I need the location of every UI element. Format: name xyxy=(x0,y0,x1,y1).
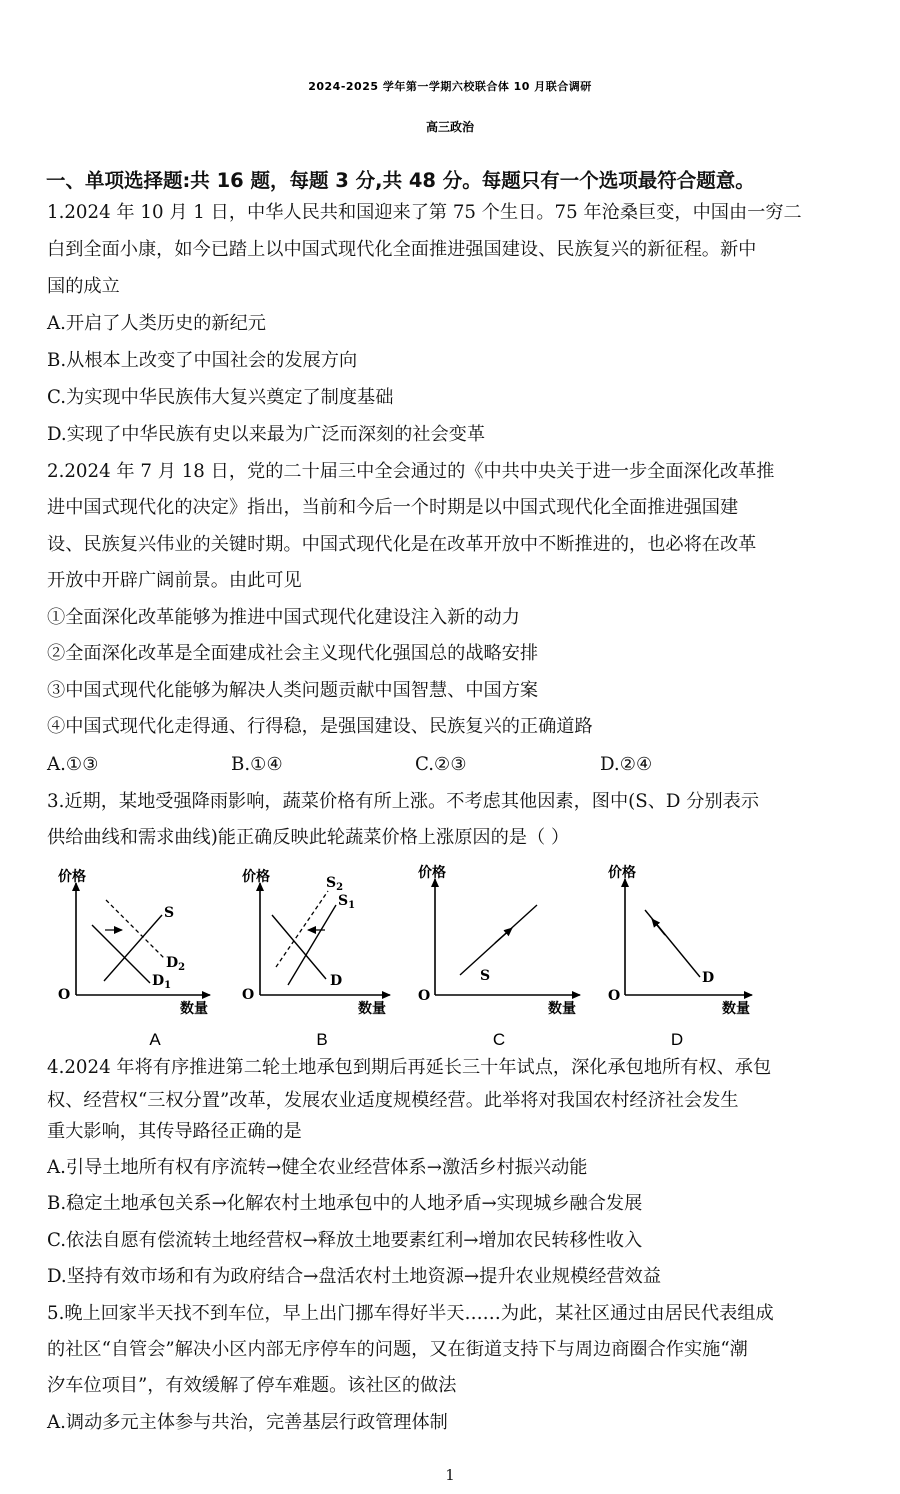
graph-d-xlabel: 数量 xyxy=(722,1001,750,1017)
graph-d-ylabel: 价格 xyxy=(608,865,636,881)
q2-option-b: B.①④ xyxy=(231,754,283,775)
graph-b-d-label: D xyxy=(330,973,343,989)
page-number: 1 xyxy=(445,1466,455,1484)
q2-statement-2: ②全面深化改革是全面建成社会主义现代化强国总的战略安排 xyxy=(47,643,539,664)
graph-c-origin: O xyxy=(418,988,431,1004)
graph-b-caption: B xyxy=(316,1030,328,1049)
graph-d-d-label: D xyxy=(702,970,715,986)
graph-a-ylabel: 价格 xyxy=(58,869,86,885)
supply-demand-graphs xyxy=(40,855,860,1055)
graph-d xyxy=(608,864,752,1017)
q4-option-d: D.坚持有效市场和有为政府结合→盘活农村土地资源→提升农业规模经营效益 xyxy=(47,1266,662,1287)
graph-c xyxy=(418,864,580,1017)
graph-a-origin: O xyxy=(58,987,71,1003)
q1-stem-line: 1.2024 年 10 月 1 日，中华人民共和国迎来了第 75 个生日。75 年沧桑巨变，中国由一穷二 xyxy=(47,202,802,223)
q2-statement-1: ①全面深化改革能够为推进中国式现代化建设注入新的动力 xyxy=(47,607,520,628)
graph-b-ylabel: 价格 xyxy=(242,869,270,885)
q2-statement-4: ④中国式现代化走得通、行得稳，是强国建设、民族复兴的正确道路 xyxy=(47,716,593,737)
graph-d-origin: O xyxy=(608,988,621,1004)
graph-a-xlabel: 数量 xyxy=(180,1001,208,1017)
section-heading: 一、单项选择题:共 16 题，每题 3 分,共 48 分。每题只有一个选项最符合题意。 xyxy=(46,169,755,192)
q2-option-d: D.②④ xyxy=(600,754,653,775)
q1-stem-line: 白到全面小康，如今已踏上以中国式现代化全面推进强国建设、民族复兴的新征程。新中 xyxy=(47,239,757,260)
q5-option-a: A.调动多元主体参与共治，完善基层行政管理体制 xyxy=(47,1412,448,1433)
graph-b-s1-label: $S_1$ xyxy=(338,893,356,911)
q4-stem-line: 4.2024 年将有序推进第二轮土地承包到期后再延长三十年试点，深化承包地所有权、承包 xyxy=(47,1057,772,1078)
graph-c-ylabel: 价格 xyxy=(418,865,446,881)
graph-c-xlabel: 数量 xyxy=(548,1001,576,1017)
graph-b-s2-label: $S_2$ xyxy=(326,875,344,893)
exam-subject: 高三政治 xyxy=(425,120,474,134)
graph-c-caption: C xyxy=(492,1030,506,1049)
graph-b-xlabel: 数量 xyxy=(358,1001,386,1017)
q2-option-c: C.②③ xyxy=(415,754,467,775)
graph-a-caption: A xyxy=(149,1030,161,1049)
q5-stem-line: 5.晚上回家半天找不到车位，早上出门挪车得好半天……为此，某社区通过由居民代表组成 xyxy=(47,1303,774,1324)
q1-option-d: D.实现了中华民族有史以来最为广泛而深刻的社会变革 xyxy=(47,424,486,445)
q5-stem-line: 的社区“自管会”解决小区内部无序停车的问题，又在街道支持下与周边商圈合作实施“潮 xyxy=(47,1339,748,1360)
q2-statement-3: ③中国式现代化能够为解决人类问题贡献中国智慧、中国方案 xyxy=(47,680,539,701)
graph-c-s-label: S xyxy=(480,968,491,984)
graph-b-origin: O xyxy=(242,987,255,1003)
graph-a-d2-label: $D_2$ xyxy=(166,955,186,973)
q1-option-c: C.为实现中华民族伟大复兴奠定了制度基础 xyxy=(47,387,394,408)
exam-title: 2024-2025 学年第一学期六校联合体 10 月联合调研 xyxy=(308,80,592,93)
graph-d-caption: D xyxy=(670,1030,684,1049)
graph-a xyxy=(58,868,210,1017)
q1-option-b: B.从根本上改变了中国社会的发展方向 xyxy=(47,350,358,371)
graph-a-d1-label: $D_1$ xyxy=(152,973,172,991)
q5-stem-line: 汐车位项目”，有效缓解了停车难题。该社区的做法 xyxy=(47,1375,457,1396)
q2-stem-line: 2.2024 年 7 月 18 日，党的二十届三中全会通过的《中共中央关于进一步全面深化改革推 xyxy=(47,461,775,482)
graph-a-s-label: S xyxy=(164,905,175,921)
q3-stem-line: 3.近期，某地受强降雨影响，蔬菜价格有所上涨。不考虑其他因素，图中(S、D 分别表示 xyxy=(47,791,760,812)
q4-option-a: A.引导土地所有权有序流转→健全农业经营体系→激活乡村振兴动能 xyxy=(47,1157,588,1178)
q4-stem-line: 权、经营权“三权分置”改革，发展农业适度规模经营。此举将对我国农村经济社会发生 xyxy=(47,1090,739,1111)
q1-option-a: A.开启了人类历史的新纪元 xyxy=(47,313,266,334)
q4-stem-line: 重大影响，其传导路径正确的是 xyxy=(47,1121,302,1142)
q2-stem-line: 开放中开辟广阔前景。由此可见 xyxy=(47,570,302,591)
q2-option-a: A.①③ xyxy=(47,754,99,775)
q2-stem-line: 设、民族复兴伟业的关键时期。中国式现代化是在改革开放中不断推进的，也必将在改革 xyxy=(47,534,757,555)
q4-option-c: C.依法自愿有偿流转土地经营权→释放土地要素红利→增加农民转移性收入 xyxy=(47,1230,643,1251)
q1-stem-line: 国的成立 xyxy=(47,276,120,297)
q4-option-b: B.稳定土地承包关系→化解农村土地承包中的人地矛盾→实现城乡融合发展 xyxy=(47,1193,643,1214)
q2-stem-line: 进中国式现代化的决定》指出，当前和今后一个时期是以中国式现代化全面推进强国建 xyxy=(47,497,739,518)
q3-stem-line: 供给曲线和需求曲线)能正确反映此轮蔬菜价格上涨原因的是（ ） xyxy=(47,827,570,848)
graph-b xyxy=(242,868,390,1017)
